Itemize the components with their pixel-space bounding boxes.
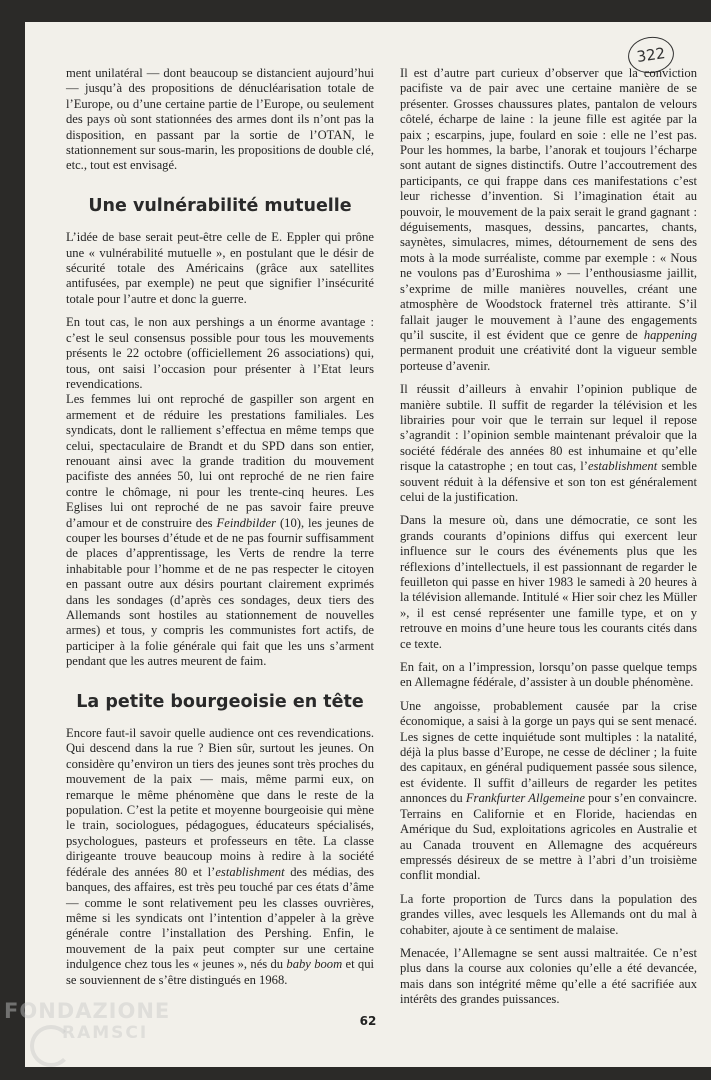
watermark bbox=[4, 1000, 170, 1044]
watermark-line-1: FONDAZIONE bbox=[4, 999, 171, 1023]
paragraph: ment unilatéral — dont beaucoup se distancient aujourd’hui — jusqu’à des propositions de dénucléarisation totale de l’Europe, ou d’une certaine partie de l’Europe, ou seulement des pays où sont stationnées des armes dont ils n’ont pas la disposition, en passant par la sortie de l’OTAN, le stationnement sur sous-marin, les propositions de double clé, etc., tout est envisagé. bbox=[66, 66, 374, 173]
page-number: 62 bbox=[359, 1014, 377, 1028]
watermark-line-2: RAMSCI bbox=[62, 1023, 149, 1043]
paragraph: En tout cas, le non aux pershings a un énorme avantage : c’est le seul consensus possible pour tous les mouvements présents le 22 octobre (officiellement 26 associations) qui, tous, ont saisi l’occasion pour présenter à l’Etat leurs revendications. bbox=[66, 315, 374, 391]
paragraph: Menacée, l’Allemagne se sent aussi maltraitée. Ce n’est plus dans la course aux colonies qu’elle a été devancée, mais dans son intégrité même qu’elle a été sacrifiée aux intérêts des grandes puissances. bbox=[400, 945, 697, 1007]
paragraph: Dans la mesure où, dans une démocratie, ce sont les grands courants d’opinions diffus qui exercent leur influence sur le cours des événements plus que les réflexions d’intellectuels, il est passionnant de regarder le feuilleton qui passe en hiver 1983 le samedi à 20 heures à la télévision allemande. Intitulé « Hier soir chez les Müller », il est censé représenter une famille type, et on y retrouve en moins d’une heure tous les courants cités dans ce texte. bbox=[400, 513, 697, 651]
left-column bbox=[66, 66, 374, 996]
section-heading: La petite bourgeoisie en tête bbox=[76, 691, 364, 712]
paragraph: Les femmes lui ont reproché de gaspiller son argent en armement et de réduire les prestations familiales. Les syndicats, dont le ralliement s’effectua en même temps que celui, spectaculaire de Brandt et du SPD dans son entier, renouant ainsi avec la grande tradition du mouvement pacifiste des années 50, lui ont reproché de ne rien faire contre le chômage, ni pour les trente-cinq heures. Les Eglises lui ont reproché de ne pas savoir faire preuve d’amour et de construire des Feindbilder (10), les jeunes de couper les bourses d’étude et de ne pas fournir suffisamment de places d’apprentissage, les Verts de rendre la terre inhabitable pour l’homme et de ne pas respecter le citoyen en passant outre aux désirs pourtant clairement exprimés dans les sondages (d’après ces sondages, deux tiers des Allemands sont hostiles au stationnement de nouvelles armes) et tous, y compris les communistes fort actifs, de participer à la folie générale qui fait que les uns s’arment pendant que les autres meurent de faim. bbox=[66, 392, 374, 669]
archive-number-annotation: 322 bbox=[626, 34, 677, 76]
paragraph: Il est d’autre part curieux d’observer que la conviction pacifiste va de pair avec une certaine manière de se présenter. Grosses chaussures plates, pantalon de velours côtelé, écharpe de laine : la jeune fille est agitée par la paix ; escarpins, jupe, foulard en soie : elle ne l’est pas. Pour les hommes, la barbe, l’anorak et toujours l’écharpe sont autant de signes distinctifs. Outre l’accoutrement des participants, ce qui frappe dans ces manifestations c’est leur richesse d’invention. Si l’imagination était au pouvoir, le mouvement de la paix serait le grand gagnant : déguisements, masques, dessins, pancartes, chants, saynètes, simulacres, mimes, détournement de sens des mots à la mode surréaliste, comme par exemple : « Nous ne voulons pas d’Euroshima » — l’enthousiasme jaillit, s’exprime de mille manières nouvelles, créant une atmosphère de Woodstock fraternel très attirante. S’il fallait jauger le mouvement à l’aune des engagements qu’il suscite, il est évident que ce genre de happening permanent produit une créativité dont la vigueur semble porteuse d’avenir. bbox=[400, 66, 697, 373]
paragraph: En fait, on a l’impression, lorsqu’on passe quelque temps en Allemagne fédérale, d’assister à un double phénomène. bbox=[400, 660, 697, 690]
section-heading: Une vulnérabilité mutuelle bbox=[88, 195, 352, 216]
paragraph: L’idée de base serait peut-être celle de E. Eppler qui prône une « vulnérabilité mutuelle », en postulant que le désir de sécurité totale des Américains (grâce aux satellites antifusées, par exemple) ne peut que signifier l’insécurité totale pour l’autre et donc la guerre. bbox=[66, 230, 374, 306]
paragraph: Il réussit d’ailleurs à envahir l’opinion publique de manière subtile. Il suffit de regarder la télévision et les librairies pour voir que le terrain sur lequel il repose s’agrandit : l’opinion semble maintenant prévaloir que la société fédérale des années 80 est inhumaine et qu’elle risque la catastrophe ; en tout cas, l’establishment semble souvent réduit à la défensive et son ton est généralement celui de la justification. bbox=[400, 382, 697, 504]
right-column bbox=[400, 66, 697, 1016]
magazine-page bbox=[25, 22, 711, 1067]
paragraph: Une angoisse, probablement causée par la crise économique, a saisi à la gorge un pays qui se sent menacé. Les signes de cette inquiétude sont multiples : la natalité, déjà la plus basse d’Europe, ne cesse de décliner ; la fuite des capitaux, en général pudiquement passée sous silence, est évidente. Il suffit d’ailleurs de regarder les petites annonces du Frankfurter Allgemeine pour s’en convaincre. Terrains en Californie et en Floride, haciendas en Amérique du Sud, exploitations agricoles en Australie et au Canada trouvent en Allemagne des acquéreurs empressés désireux de se mettre à l’abri d’un troisième conflit mondial. bbox=[400, 698, 698, 883]
paragraph: Encore faut-il savoir quelle audience ont ces revendications. Qui descend dans la rue ? Bien sûr, surtout les jeunes. On considère qu’environ un tiers des jeunes sont très proches du mouvement de la paix — mais, même parmi eux, on remarque le même phénomène que dans le reste de la population. C’est la petite et moyenne bourgeoisie qui mène le train, sociologues, pédagogues, éducateurs spécialisés, psychologues, pasteurs et professeurs en tête. La classe dirigeante trouve beaucoup moins à redire à la société fédérale des années 80 et l’establishment des médias, des banques, des affaires, est très peu touché par ces états d’âme — comme le sont relativement peu les classes ouvrières, même si les syndicats ont l’intention d’appeler à la grève générale contre l’installation des Pershing. Enfin, le mouvement de la paix peut compter sur une certaine indulgence chez tous les « jeunes », nés du baby boom et qui se souviennent de s’être distingués en 1968. bbox=[66, 726, 374, 987]
watermark-g-icon bbox=[30, 1025, 72, 1067]
paragraph: La forte proportion de Turcs dans la population des grandes villes, avec lesquels les Allemands ont du mal à cohabiter, ajoute à ce sentiment de malaise. bbox=[400, 891, 697, 937]
